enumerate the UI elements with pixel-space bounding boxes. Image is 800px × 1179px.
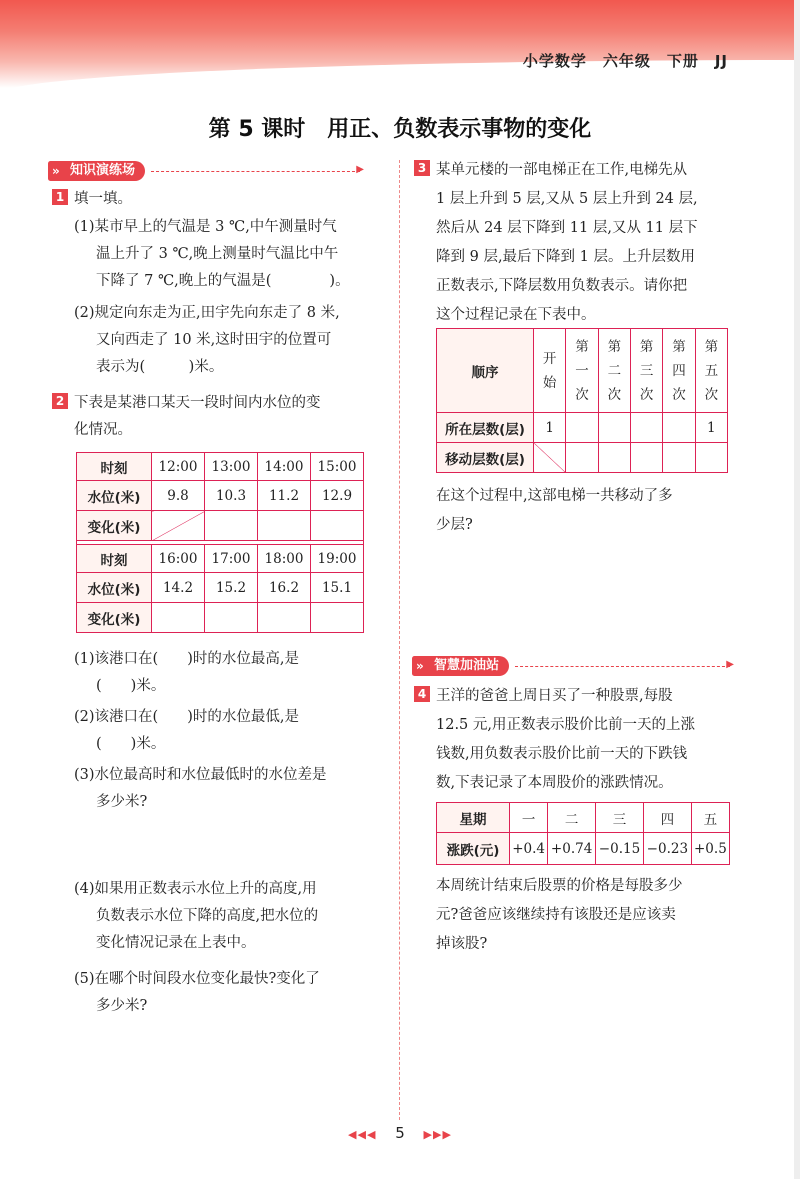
char: 次 xyxy=(639,386,654,403)
char: 第 xyxy=(575,338,589,355)
table-cell: +0.4 xyxy=(510,833,548,865)
header-cell: 所在层数(层) xyxy=(437,413,534,443)
char: 二 xyxy=(607,362,622,379)
text-line: 某单元楼的一部电梯正在工作,电梯先从 xyxy=(436,162,688,178)
text-line: 在这个过程中,这部电梯一共移动了多 xyxy=(436,488,673,504)
question-1 xyxy=(52,186,132,213)
table-cell: 18:00 xyxy=(258,545,311,573)
text-line: 表示为( )米。 xyxy=(96,359,224,375)
dashed-line xyxy=(515,666,730,667)
table-cell: 12.9 xyxy=(311,481,364,511)
char: 次 xyxy=(575,386,589,403)
char: 次 xyxy=(607,386,622,403)
text-line: (1)某市早上的气温是 3 ℃,中午测量时气 xyxy=(74,219,337,235)
question-2 xyxy=(52,390,321,444)
section-tag xyxy=(48,161,145,181)
lesson-title: 第 5 课时 用正、负数表示事物的变化 xyxy=(208,117,592,142)
text-line: 负数表示水位下降的高度,把水位的 xyxy=(96,908,319,924)
table-cell: 12:00 xyxy=(152,453,205,481)
dashed-line xyxy=(151,171,360,172)
table-cell: 9.8 xyxy=(152,481,205,511)
question-number: 1 xyxy=(52,189,68,205)
q1-part-1 xyxy=(74,214,350,295)
section-banner-practice xyxy=(48,160,360,182)
header-cell: 时刻 xyxy=(77,453,152,481)
table-cell: +0.5 xyxy=(691,833,729,865)
header-cell: 移动层数(层) xyxy=(437,443,534,473)
q4-question xyxy=(436,872,683,959)
header-cell: 水位(米) xyxy=(77,573,152,603)
text-line: 王洋的爸爸上周日买了一种股票,每股 xyxy=(436,688,673,704)
table-cell: 14.2 xyxy=(152,573,205,603)
water-level-table xyxy=(76,452,364,633)
char: 开 xyxy=(542,350,557,367)
right-arrows-icon: ▶▶▶ xyxy=(423,1128,452,1141)
page-edge xyxy=(794,0,800,1179)
table-cell: 13:00 xyxy=(205,453,258,481)
header-cell: 变化(米) xyxy=(77,511,152,541)
q1-part-2 xyxy=(74,300,340,381)
q2-sub-2 xyxy=(74,704,299,758)
text-line: (2)该港口在( )时的水位最低,是 xyxy=(74,709,299,725)
table-cell: 一 xyxy=(510,803,548,833)
answer-cell[interactable] xyxy=(598,413,630,443)
text-line: 降到 9 层,最后下降到 1 层。上升层数用 xyxy=(436,249,695,265)
header-cell: 变化(米) xyxy=(77,603,152,633)
double-arrow-icon: » xyxy=(416,659,424,673)
text-line: 又向西走了 10 米,这时田宇的位置可 xyxy=(96,332,332,348)
text-line: 多少米? xyxy=(96,998,148,1014)
text-line: 1 层上升到 5 层,又从 5 层上升到 24 层, xyxy=(436,191,698,207)
column-header-1 xyxy=(566,329,598,413)
section-banner-wisdom xyxy=(412,655,730,677)
question-3 xyxy=(414,156,698,330)
question-stem: 填一填。 xyxy=(74,191,132,207)
table-cell: 五 xyxy=(691,803,729,833)
double-arrow-icon: » xyxy=(52,164,60,178)
question-number: 4 xyxy=(414,686,430,702)
text-line: 多少米? xyxy=(96,794,148,810)
text-line: 掉该股? xyxy=(436,936,488,952)
text-line: 变化情况记录在上表中。 xyxy=(96,935,256,951)
question-number: 2 xyxy=(52,393,68,409)
q2-sub-1 xyxy=(74,646,299,700)
text-line: 正数表示,下降层数用负数表示。请你把 xyxy=(436,278,688,294)
char: 一 xyxy=(575,362,589,379)
answer-cell[interactable] xyxy=(663,413,695,443)
text-line: ( )米。 xyxy=(96,736,166,752)
book-label: 小学数学 六年级 下册 JJ xyxy=(522,52,728,70)
text-line: 化情况。 xyxy=(74,422,132,438)
text-line: ( )米。 xyxy=(96,678,166,694)
left-arrows-icon: ◀◀◀ xyxy=(348,1128,377,1141)
answer-cell[interactable] xyxy=(630,413,662,443)
table-cell: 1 xyxy=(534,413,566,443)
table-cell: 16.2 xyxy=(258,573,311,603)
column-header-5 xyxy=(695,329,727,413)
text-line: 少层? xyxy=(436,517,473,533)
answer-cell[interactable] xyxy=(152,603,205,633)
answer-cell[interactable] xyxy=(258,511,311,541)
q2-sub-5 xyxy=(74,966,320,1020)
char: 第 xyxy=(639,338,654,355)
char: 三 xyxy=(639,362,654,379)
header-cell: 星期 xyxy=(437,803,510,833)
text-line: 下降了 7 ℃,晚上的气温是( )。 xyxy=(96,273,350,289)
table-cell: −0.15 xyxy=(596,833,644,865)
table-cell: 二 xyxy=(548,803,596,833)
q2-sub-4 xyxy=(74,876,318,957)
column-header-2 xyxy=(598,329,630,413)
table-cell: 15.2 xyxy=(205,573,258,603)
table-cell: 10.3 xyxy=(205,481,258,511)
answer-cell[interactable] xyxy=(311,511,364,541)
page-number: 5 xyxy=(395,1124,405,1142)
answer-cell[interactable] xyxy=(663,443,695,473)
char: 次 xyxy=(704,386,719,403)
table-cell: +0.74 xyxy=(548,833,596,865)
text-line: 然后从 24 层下降到 11 层,又从 11 层下 xyxy=(436,220,698,236)
blank-cell-slashed xyxy=(534,443,566,473)
question-number: 3 xyxy=(414,160,430,176)
column-header-4 xyxy=(663,329,695,413)
section-title: 智慧加油站 xyxy=(434,658,500,673)
table-cell: 1 xyxy=(695,413,727,443)
text-line: (4)如果用正数表示水位上升的高度,用 xyxy=(74,881,317,897)
text-line: (5)在哪个时间段水位变化最快?变化了 xyxy=(74,971,320,987)
q2-sub-3 xyxy=(74,762,327,816)
text-line: 本周统计结束后股票的价格是每股多少 xyxy=(436,878,683,894)
table-cell: 四 xyxy=(643,803,691,833)
answer-cell[interactable] xyxy=(258,603,311,633)
char: 四 xyxy=(672,362,686,379)
char: 五 xyxy=(704,362,719,379)
text-line: 下表是某港口某天一段时间内水位的变 xyxy=(74,395,321,411)
answer-cell[interactable] xyxy=(566,443,598,473)
column-header-3 xyxy=(630,329,662,413)
answer-cell[interactable] xyxy=(695,443,727,473)
table-cell: −0.23 xyxy=(643,833,691,865)
question-4 xyxy=(414,682,695,798)
table-cell: 15.1 xyxy=(311,573,364,603)
answer-cell[interactable] xyxy=(311,603,364,633)
answer-cell[interactable] xyxy=(630,443,662,473)
char: 始 xyxy=(542,374,557,391)
table-cell: 19:00 xyxy=(311,545,364,573)
blank-cell-slashed xyxy=(152,511,205,541)
answer-cell[interactable] xyxy=(205,511,258,541)
text-line: 12.5 元,用正数表示股价比前一天的上涨 xyxy=(436,717,696,733)
header-cell: 顺序 xyxy=(437,329,534,413)
text-line: 温上升了 3 ℃,晚上测量时气温比中午 xyxy=(96,246,339,262)
char: 次 xyxy=(672,386,686,403)
table-cell: 14:00 xyxy=(258,453,311,481)
text-line: (2)规定向东走为正,田宇先向东走了 8 米, xyxy=(74,305,340,321)
header-cell: 水位(米) xyxy=(77,481,152,511)
text-line: (1)该港口在( )时的水位最高,是 xyxy=(74,651,299,667)
char: 第 xyxy=(607,338,622,355)
text-line: 钱数,用负数表示股价比前一天的下跌钱 xyxy=(436,746,688,762)
section-title: 知识演练场 xyxy=(70,163,136,178)
header-cell: 涨跌(元) xyxy=(437,833,510,865)
text-line: 这个过程记录在下表中。 xyxy=(436,307,596,323)
stock-table xyxy=(436,802,730,865)
table-cell: 三 xyxy=(596,803,644,833)
table-cell: 17:00 xyxy=(205,545,258,573)
column-divider xyxy=(399,160,400,1120)
char: 第 xyxy=(704,338,719,355)
page-footer xyxy=(0,1124,800,1142)
text-line: 元?爸爸应该继续持有该股还是应该卖 xyxy=(436,907,676,923)
char: 第 xyxy=(672,338,686,355)
header-cell: 时刻 xyxy=(77,545,152,573)
table-cell: 16:00 xyxy=(152,545,205,573)
answer-cell[interactable] xyxy=(566,413,598,443)
text-line: (3)水位最高时和水位最低时的水位差是 xyxy=(74,767,327,783)
answer-cell[interactable] xyxy=(598,443,630,473)
section-tag xyxy=(412,656,509,676)
q3-question xyxy=(436,482,673,540)
table-cell: 15:00 xyxy=(311,453,364,481)
text-line: 数,下表记录了本周股价的涨跌情况。 xyxy=(436,775,673,791)
table-cell: 11.2 xyxy=(258,481,311,511)
answer-cell[interactable] xyxy=(205,603,258,633)
elevator-table xyxy=(436,328,728,473)
column-header-start xyxy=(534,329,566,413)
